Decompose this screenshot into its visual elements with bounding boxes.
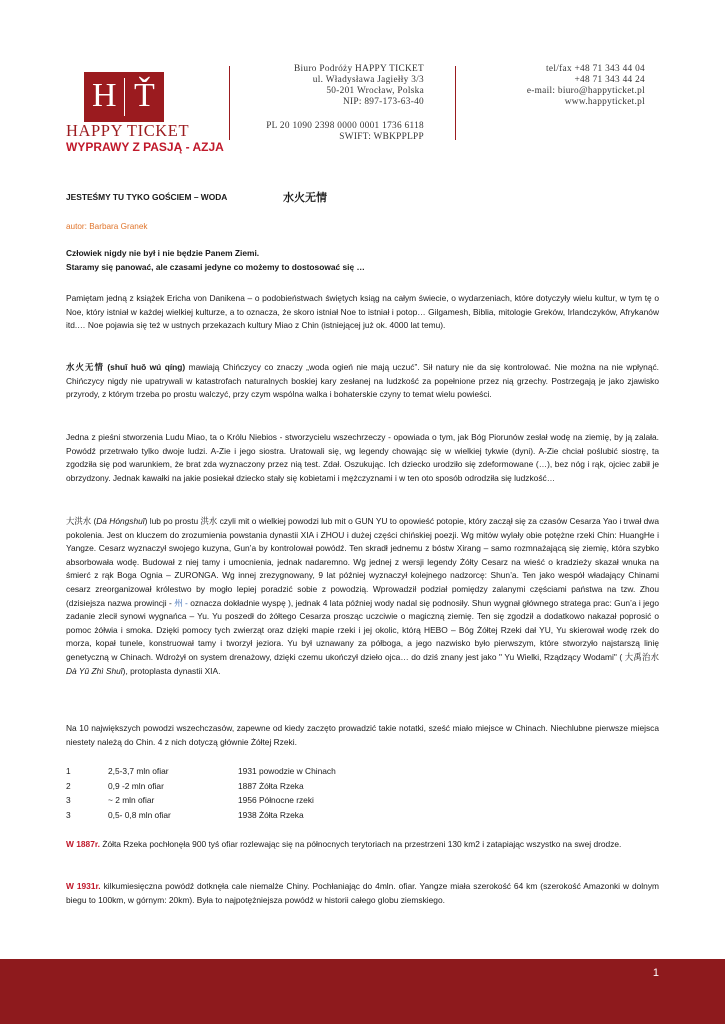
paragraph-2 [66,361,659,402]
table-cell-rank: 2 [66,780,71,791]
logo-letter-h: H [92,77,117,114]
pinyin-term: Dà Hóngshuǐ [96,516,145,526]
article-title: JESTEŚMY TU TYKO GOŚCIEM – WODA [66,192,228,202]
article-lead [66,246,666,274]
paragraph-text: Żółta Rzeka pochłonęła 900 tyś ofiar rozlewając się na północnych terytoriach na przestrzeni 130 km2 i zatapiając wszystko na swej drodze. [100,839,622,849]
year-label: W 1931r. [66,881,101,891]
logo [84,72,164,122]
lead-line: Człowiek nigdy nie był i nie będzie Panem Ziemi. [66,248,260,258]
bank-details [266,121,424,143]
page-number: 1 [652,967,659,979]
logo-divider [124,78,125,116]
paragraph-text: kilkumiesięczna powódź dotknęła cale niemalże Chiny. Pochłaniając do 4mln. ofiar. Yangze miała szerokość 64 km (szerokość Amazonki w dolnym biegu to 100km, w górnym: 20km). Była to najpotężniejsza powódź w historii całego globu ziemskiego. [66,881,659,905]
table-cell-victims: 0,5- 0,8 mln ofiar [108,809,171,820]
table-cell-rank: 1 [66,766,71,776]
paragraph-4 [66,515,659,678]
article-title-chinese: 水火无情 [283,192,327,204]
table-cell-victims: 0,9 -2 mln ofiar [108,780,164,791]
table-cell-victims: ~ 2 mln ofiar [108,795,155,806]
brand-name: HAPPY TICKET [66,121,190,140]
contact-info [527,64,645,108]
table-cell-event: 1931 powodzie w Chinach [238,766,336,776]
paragraph-3: Jedna z pieśni stworzenia Ludu Miao, ta o Królu Niebios - stworzycielu wszechrzeczy - opowiada o tym, jak Bóg Piorunów zesłał wodę na ziemię, by ją zalała. Powódź przetrwało tylko dwoje ludzi. A-Zie i jego siostra. Uratowali się, wg legendy chowając się w wielkiej tykwie (dyni). A-Zie chciał poślubić siostrę, ta zgodziła się pod warunkiem, że brat zda wyznaczony przez nią test. Zdał. Oszukując. Ich dziecko urodziło się zdeformowane (…), bez nóg i rąk, ojciec zabił je obrzydzony. Jednak kawałki na jakie posiekał dziecko stały się kobietami i mężczyznami i w ten oto sposób odrodziła się ludzkość… [66,432,659,483]
bank-swift: SWIFT: WBKPPLPP [339,132,424,142]
header-divider-left [229,66,230,140]
company-address [294,64,424,108]
table-cell-event: 1938 Żółta Rzeka [238,809,304,820]
table-cell-rank: 3 [66,795,71,806]
paragraph-text: ), protoplasta dynastii XIA. [122,665,221,676]
contact-website: www.happyticket.pl [564,97,645,107]
contact-phone: tel/fax +48 71 343 44 04 [546,64,645,74]
table-cell-event: 1887 Żółta Rzeka [238,780,304,791]
paragraph-6 [66,838,659,852]
table-cell-event: 1956 Północne rzeki [238,795,314,806]
contact-phone: +48 71 343 44 24 [574,75,645,85]
paragraph-7 [66,880,659,907]
lead-line: Staramy się panować, ale czasami jedyne co możemy to dostosować się … [66,262,365,272]
paragraph-1: Pamiętam jedną z książek Ericha von Danikena – o podobieństwach świętych ksiąg na całym świecie, o wydarzeniach, które dotyczyły wielu kultur, w tym tę o Noe, który istniał w każdej wielkiej kulturze, a to oznacza, że skoro istniał Noe to istniał i potop… Gilgamesh, Biblia, mitologie Greków, Irlandczyków, Afrykanów itd.… Noe pojawia się też w ustnych przekazach kultury Miao z Chin (istniejącej już ok. 4000 lat temu). [66,293,659,331]
paragraph-5: Na 10 największych powodzi wszechczasów, zapewne od kiedy zaczęto prowadzić takie notatki, sześć miało miejsce w Chinach. Niechlubne pierwsze miejsca niestety należą do Chin. 4 z nich dotyczą głównie Żółtej Rzeki. [66,723,659,747]
page-footer [0,959,725,1024]
bank-account: PL 20 1090 2398 0000 0001 1736 6118 [266,121,424,131]
table-cell-victims: 2,5-3,7 mln ofiar [108,766,169,776]
paragraph-text: ) lub po prostu 洪水 czyli mit o wielkiej powodzi lub mit o GUN YU to opowieść potopie, który zaczął się za czasów Cesarza Yao i trwał dwa pokolenia. Jest on kluczem do zrozumienia powstania dynastii XIA i ZHOU i dużej części chińskiej poezji. Wg mitów wylały obie potężne rzeki Chin: HuangHe i Yangze. Cesarz wyznaczył swojego kuzyna, Gun’a by kontrolował powódź. Ten skradł jednemu z bóstw Xirang – samo rozmnażającą się ziemię, która szybko absorbowała wodę. Budował z niej tamy i umocnienia, jednak nadaremno. Wg jednej z wersji legendy Żółty Cesarz na wieść o kradzieży skazał wnuka na śmierć z rąk Boga Ognia – ZURONGA. Wg innej zrezygnowany, 9 lat później wyznaczył kolejnego nadzorcę: Shun’a. Ten jako wespół władający Chinami cesarz zreorganizował królestwo by mogło lepiej poradzić sobie z powodzią. Wprowadził podział pomiędzy zalanymi częściami państwa na tzw. Zhou (dzisiejsza nazwa prowincji - [66,516,660,608]
address-line: NIP: 897-173-63-40 [342,97,424,107]
brand-subtitle: WYPRAWY Z PASJĄ - AZJA [66,140,224,154]
logo-letter-t: Ť [134,77,155,114]
address-line: ul. Władysława Jagiełły 3/3 [312,75,424,85]
paragraph-text: 大洪水 ( [66,516,97,526]
paragraph-text: oznacza dokładnie wyspę ), jednak 4 lata później wody nadal się podnosiły. Shun wygnał głównego stratega prac: Gun’a i jego zadanie zlecił synowi wygnańca – Yu. Yu poszedł do żółtego Cesarza prosząc uczciwie o magiczną ziemię. Ten się zgodził a dodatkowo nakazał poprosić o pomoc żółwia i smoka. Dzięki pomocy tych zwierząt oraz dzięki mapie rzeki i jej okolic, którą HEBO – Bóg Żółtej Rzeki dał YU, Yu skierował wodę rzek do morza, kopał tunele, konstruował tamy i tworzył jeziora. Yu był uznawany za półboga, a jego nazwisko było pierwszym, które stworzyło najstarszą linię genetyczną w Chinach. Wdrożył on system drenażowy, dzięki czemu ukończył dzieło ojca… do dziś znany jest jako " Yu Wielki, Rządzący Wodami" ( 大禹治水 [66,597,659,662]
header-divider-right [455,66,456,140]
zhou-character: 州 - [174,597,188,608]
year-label: W 1887r. [66,839,100,849]
address-line: 50-201 Wrocław, Polska [326,86,424,96]
contact-email: e-mail: biuro@happyticket.pl [526,86,645,96]
article-author: autor: Barbara Granek [66,222,148,231]
pinyin-term: Dà Yǔ Zhì Shuǐ [66,665,123,676]
address-line: Biuro Podróży HAPPY TICKET [294,64,424,74]
chinese-term: 水火无情 (shuǐ huǒ wú qíng) [66,362,186,372]
table-cell-rank: 3 [66,809,71,820]
paragraph-text: mawiają Chińczycy co znaczy „woda ogień nie mają uczuć”. Sił natury nie da się kontrolować. Nie można na nie wpłynąć. Chińczycy nigdy nie upatrywali w katastrofach naturalnych boskiej kary zesłanej na ludzkość za popełnione przez nią grzechy. Postrzegają je jako zjawisko przyrody, z którym trzeba po prostu walczyć, przy czym wspólna walka i bohaterskie czyny to temat wielu powieści. [66,362,659,400]
